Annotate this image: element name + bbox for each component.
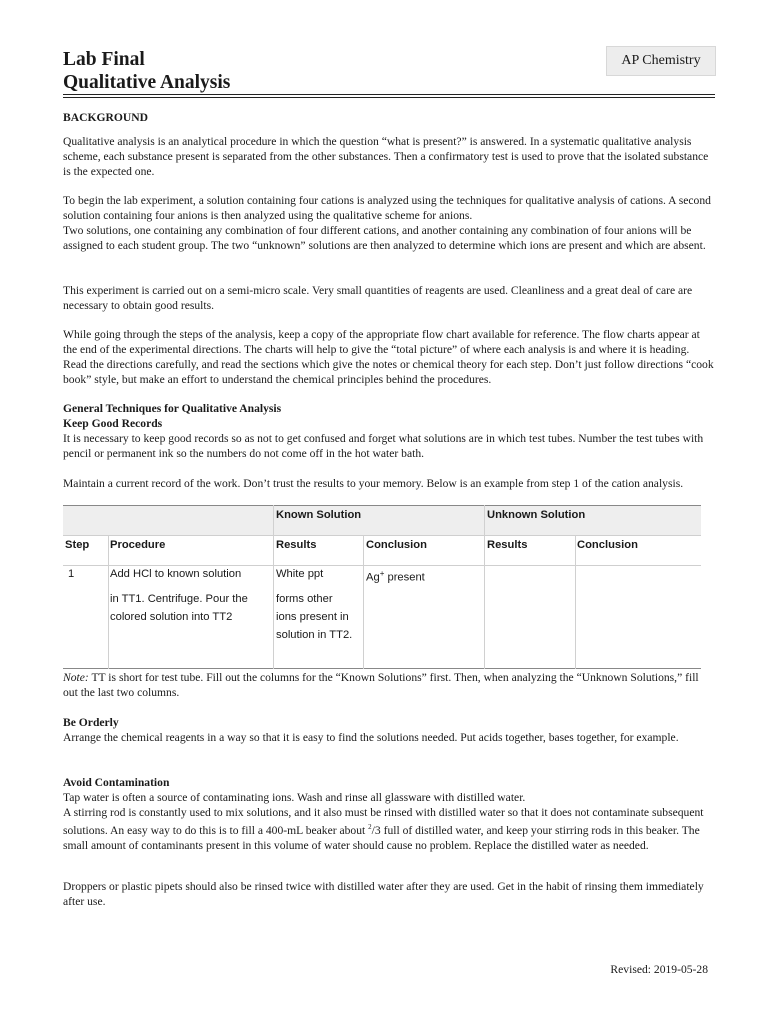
records-paragraph-1: It is necessary to keep good records so as not to get confused and forget what solutions are in which test tubes. Number the test tubes with pencil or permanent ink so the numbers do not come off in the hot water bath. <box>63 432 704 460</box>
row-procedure-line-1: Add HCl to known solution <box>110 568 242 580</box>
records-paragraph-2: Maintain a current record of the work. Don’t trust the results to your memory. Below is an example from step 1 of the cation analysis. <box>63 477 684 490</box>
procedure-column-header: Procedure <box>110 539 166 551</box>
row-results-line-4: solution in TT2. <box>276 629 353 641</box>
title-rule-bottom <box>63 97 715 98</box>
contamination-text-b: full of distilled water, and keep your stirring rods in this beaker. The small amount of contaminants present in this volume of water should cause no problem. Replace the distilled water as needed. <box>63 823 700 852</box>
row-results-line-2: forms other <box>276 593 333 605</box>
step-column-header: Step <box>65 539 90 551</box>
table-header-shade <box>63 505 701 535</box>
records-heading: Keep Good Records <box>63 417 163 430</box>
note-text: TT is short for test tube. Fill out the columns for the “Known Solutions” first. Then, when analyzing the “Unknown Solutions,” fill out the last two columns. <box>63 671 699 699</box>
row-results-line-3: ions present in <box>276 611 349 623</box>
record-table <box>63 505 701 669</box>
contamination-paragraph-2: A stirring rod is constantly used to mix solutions, and it also must be rinsed with distilled water so that it does not contaminate subsequent solutions. An easy way to do this is to fill a 400-mL beaker about $^2$/3 full of distilled water, and keep your stirring rods in this beaker. The small amount of contaminants present in this volume of water should cause no problem. Replace the distilled water as needed. <box>63 806 704 852</box>
contamination-text-a: A stirring rod is constantly used to mix solutions, and it also must be rinsed with distilled water so that it does not contaminate subsequent solutions. An easy way to do this is to fill a 400-mL beaker about <box>63 806 704 837</box>
known-conclusion-column-header: Conclusion <box>366 539 427 551</box>
page-title <box>63 48 230 94</box>
unknown-results-column-header: Results <box>487 539 528 551</box>
unknown-conclusion-column-header: Conclusion <box>577 539 638 551</box>
row-procedure-line-2: in TT1. Centrifuge. Pour the <box>110 593 248 605</box>
table-column-divider <box>108 535 109 669</box>
row-results-line-1: White ppt <box>276 568 324 580</box>
table-top-border <box>63 505 701 506</box>
background-paragraph-3: This experiment is carried out on a semi-micro scale. Very small quantities of reagents are used. Cleanliness and a great deal of care are necessary to obtain good results. <box>63 284 693 312</box>
table-column-divider <box>363 535 364 669</box>
background-paragraph-1: Qualitative analysis is an analytical procedure in which the question “what is present?” is answered. In a systematic qualitative analysis scheme, each substance present is separated from the other substances. Then a confirmatory test is used to prove that the isolated substance is the expected one. <box>63 135 709 178</box>
row-conclusion <box>366 565 425 587</box>
fraction-denominator: 3 <box>374 823 381 837</box>
orderly-paragraph: Arrange the chemical reagents in a way so that it is easy to find the solutions needed. Put acids together, bases together, for example. <box>63 731 679 744</box>
silver-ion-charge: + <box>379 569 385 578</box>
row-step-number: 1 <box>68 568 75 580</box>
table-bottom-border <box>63 668 701 669</box>
background-heading: BACKGROUND <box>63 111 149 124</box>
techniques-heading: General Techniques for Qualitative Analysis <box>63 402 282 415</box>
background-paragraph-2b: Two solutions, one containing any combination of four different cations, and another containing any combination of four anions will be assigned to each student group. The two “unknown” solutions are then analyzed to determine which ions are present and which are absent. <box>63 224 706 252</box>
course-badge: AP Chemistry <box>606 46 716 76</box>
note-label: Note: <box>63 671 89 684</box>
contamination-heading: Avoid Contamination <box>63 776 170 789</box>
table-column-divider <box>575 535 576 669</box>
contamination-paragraph-3: Droppers or plastic pipets should also be rinsed twice with distilled water after they are used. Get in the habit of rinsing them immediately after use. <box>63 880 704 908</box>
row-procedure-line-3: colored solution into TT2 <box>110 611 233 623</box>
revision-date: Revised: 2019-05-28 <box>610 963 708 976</box>
silver-ion-symbol: Ag <box>366 571 380 584</box>
background-paragraph-2: To begin the lab experiment, a solution containing four cations is analyzed using the techniques for qualitative analysis of cations. A second solution containing four anions is then analyzed using the qualitative scheme for anions. <box>63 194 711 222</box>
orderly-heading: Be Orderly <box>63 716 119 729</box>
contamination-paragraph-1: Tap water is often a source of contaminating ions. Wash and rinse all glassware with distilled water. <box>63 791 526 804</box>
table-note <box>63 670 715 700</box>
title-line-1: Lab Final <box>63 49 145 70</box>
table-column-divider <box>273 505 274 669</box>
title-line-2: Qualitative Analysis <box>63 72 231 93</box>
unknown-solution-header: Unknown Solution <box>487 509 586 521</box>
table-column-divider <box>484 505 485 669</box>
background-paragraph-4: While going through the steps of the analysis, keep a copy of the appropriate flow chart available for reference. The flow charts appear at the end of the experimental directions. The charts will help to give the “total picture” of where each analysis is and where it is heading. Read the directions carefully, and read the sections which give the notes or chemical theory for each step. Don’t just follow directions “cook book” style, but make an effort to understand the chemical principles behind the procedures. <box>63 328 714 386</box>
known-solution-header: Known Solution <box>276 509 362 521</box>
fraction-numerator: 2 <box>368 823 372 831</box>
conclusion-text: present <box>384 571 425 584</box>
known-results-column-header: Results <box>276 539 317 551</box>
title-rule-top <box>63 94 715 95</box>
